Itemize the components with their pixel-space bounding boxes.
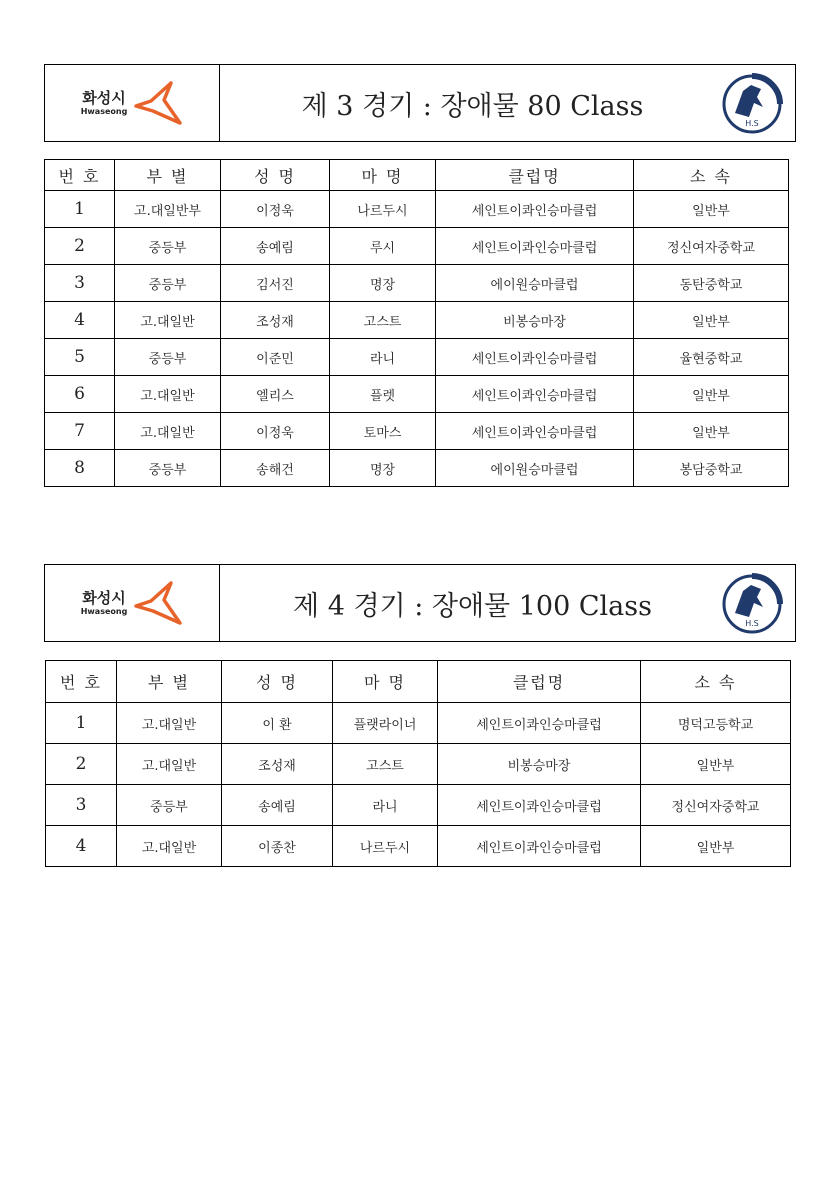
table-header-row bbox=[46, 661, 791, 703]
cell-no: 2 bbox=[45, 228, 115, 265]
col-header-horse: 마 명 bbox=[330, 160, 436, 191]
col-header-division: 부 별 bbox=[117, 661, 222, 703]
cell-rider: 김서진 bbox=[221, 265, 330, 302]
cell-affiliation: 율현중학교 bbox=[634, 339, 789, 376]
cell-division: 중등부 bbox=[115, 450, 221, 487]
cell-no: 1 bbox=[45, 191, 115, 228]
cell-no: 6 bbox=[45, 376, 115, 413]
cell-horse: 나르두시 bbox=[333, 826, 438, 867]
emblem-initials: H.S bbox=[745, 119, 759, 128]
cell-no: 7 bbox=[45, 413, 115, 450]
cell-affiliation: 일반부 bbox=[634, 376, 789, 413]
cell-club: 비봉승마장 bbox=[438, 744, 641, 785]
cell-club: 세인트이콰인승마클럽 bbox=[436, 413, 634, 450]
cell-division: 고.대일반 bbox=[115, 376, 221, 413]
cell-club: 세인트이콰인승마클럽 bbox=[438, 826, 641, 867]
emblem-initials: H.S bbox=[745, 619, 759, 628]
col-header-affiliation: 소 속 bbox=[641, 661, 791, 703]
col-header-division: 부 별 bbox=[115, 160, 221, 191]
col-header-horse: 마 명 bbox=[333, 661, 438, 703]
hwaseong-logo bbox=[45, 565, 220, 641]
cell-no: 8 bbox=[45, 450, 115, 487]
hwaseong-logo bbox=[45, 65, 220, 141]
col-header-affiliation: 소 속 bbox=[634, 160, 789, 191]
cell-club: 세인트이콰인승마클럽 bbox=[438, 703, 641, 744]
cell-no: 4 bbox=[45, 302, 115, 339]
table-row bbox=[45, 302, 789, 339]
cell-affiliation: 동탄중학교 bbox=[634, 265, 789, 302]
cell-affiliation: 일반부 bbox=[641, 826, 791, 867]
event-3-table bbox=[44, 159, 789, 487]
cell-rider: 엘리스 bbox=[221, 376, 330, 413]
table-row bbox=[45, 228, 789, 265]
cell-division: 중등부 bbox=[115, 339, 221, 376]
cell-rider: 조성재 bbox=[221, 302, 330, 339]
cell-club: 에이원승마클럽 bbox=[436, 265, 634, 302]
event-4-header bbox=[44, 564, 796, 642]
cell-no: 1 bbox=[46, 703, 117, 744]
table-row bbox=[45, 339, 789, 376]
event-title: 제 3 경기 : 장애물 80 Class bbox=[301, 90, 644, 122]
cell-club: 세인트이콰인승마클럽 bbox=[438, 785, 641, 826]
cell-rider: 송예림 bbox=[221, 228, 330, 265]
cell-rider: 이준민 bbox=[221, 339, 330, 376]
cell-affiliation: 일반부 bbox=[634, 191, 789, 228]
logo-name-ko: 화성시 bbox=[82, 588, 126, 607]
hwaseong-star-icon bbox=[133, 80, 183, 126]
cell-club: 세인트이콰인승마클럽 bbox=[436, 339, 634, 376]
cell-club: 세인트이콰인승마클럽 bbox=[436, 191, 634, 228]
cell-rider: 송해건 bbox=[221, 450, 330, 487]
col-header-rider: 성 명 bbox=[222, 661, 333, 703]
table-row bbox=[45, 376, 789, 413]
cell-rider: 이종찬 bbox=[222, 826, 333, 867]
table-header-row bbox=[45, 160, 789, 191]
cell-horse: 라니 bbox=[330, 339, 436, 376]
table-row bbox=[45, 413, 789, 450]
cell-affiliation: 일반부 bbox=[634, 413, 789, 450]
cell-division: 고.대일반 bbox=[117, 826, 222, 867]
cell-division: 고.대일반 bbox=[117, 744, 222, 785]
cell-horse: 토마스 bbox=[330, 413, 436, 450]
cell-no: 2 bbox=[46, 744, 117, 785]
cell-club: 세인트이콰인승마클럽 bbox=[436, 228, 634, 265]
cell-affiliation: 봉담중학교 bbox=[634, 450, 789, 487]
event-4-table bbox=[45, 660, 791, 867]
cell-no: 4 bbox=[46, 826, 117, 867]
cell-affiliation: 명덕고등학교 bbox=[641, 703, 791, 744]
cell-rider: 이정욱 bbox=[221, 413, 330, 450]
cell-horse: 나르두시 bbox=[330, 191, 436, 228]
table-row bbox=[46, 785, 791, 826]
horse-emblem-icon bbox=[721, 73, 783, 135]
cell-club: 에이원승마클럽 bbox=[436, 450, 634, 487]
table-row bbox=[46, 703, 791, 744]
table-row bbox=[46, 744, 791, 785]
cell-affiliation: 정신여자중학교 bbox=[641, 785, 791, 826]
cell-affiliation: 일반부 bbox=[634, 302, 789, 339]
hwaseong-star-icon bbox=[133, 580, 183, 626]
cell-division: 중등부 bbox=[115, 228, 221, 265]
cell-affiliation: 정신여자중학교 bbox=[634, 228, 789, 265]
cell-rider: 송예림 bbox=[222, 785, 333, 826]
cell-division: 고.대일반 bbox=[117, 703, 222, 744]
cell-division: 고.대일반 bbox=[115, 413, 221, 450]
col-header-rider: 성 명 bbox=[221, 160, 330, 191]
table-row bbox=[45, 450, 789, 487]
cell-no: 3 bbox=[46, 785, 117, 826]
logo-name-ko: 화성시 bbox=[82, 88, 126, 107]
cell-horse: 고스트 bbox=[333, 744, 438, 785]
cell-division: 중등부 bbox=[117, 785, 222, 826]
col-header-no: 번 호 bbox=[46, 661, 117, 703]
cell-rider: 이정욱 bbox=[221, 191, 330, 228]
col-header-club: 클럽명 bbox=[438, 661, 641, 703]
cell-horse: 명장 bbox=[330, 265, 436, 302]
logo-name-en: Hwaseong bbox=[80, 606, 128, 616]
cell-horse: 플랫라이너 bbox=[333, 703, 438, 744]
cell-division: 고.대일반부 bbox=[115, 191, 221, 228]
cell-club: 비봉승마장 bbox=[436, 302, 634, 339]
col-header-no: 번 호 bbox=[45, 160, 115, 191]
cell-division: 고.대일반 bbox=[115, 302, 221, 339]
table-row bbox=[46, 826, 791, 867]
cell-affiliation: 일반부 bbox=[641, 744, 791, 785]
cell-club: 세인트이콰인승마클럽 bbox=[436, 376, 634, 413]
cell-horse: 명장 bbox=[330, 450, 436, 487]
cell-no: 3 bbox=[45, 265, 115, 302]
cell-rider: 조성재 bbox=[222, 744, 333, 785]
logo-name-en: Hwaseong bbox=[80, 106, 128, 116]
event-3-header bbox=[44, 64, 796, 142]
cell-horse: 고스트 bbox=[330, 302, 436, 339]
event-title: 제 4 경기 : 장애물 100 Class bbox=[293, 590, 652, 622]
cell-no: 5 bbox=[45, 339, 115, 376]
cell-rider: 이 환 bbox=[222, 703, 333, 744]
cell-horse: 플렛 bbox=[330, 376, 436, 413]
horse-emblem-icon bbox=[721, 573, 783, 635]
cell-horse: 루시 bbox=[330, 228, 436, 265]
cell-horse: 라니 bbox=[333, 785, 438, 826]
cell-division: 중등부 bbox=[115, 265, 221, 302]
table-row bbox=[45, 265, 789, 302]
table-row bbox=[45, 191, 789, 228]
col-header-club: 클럽명 bbox=[436, 160, 634, 191]
